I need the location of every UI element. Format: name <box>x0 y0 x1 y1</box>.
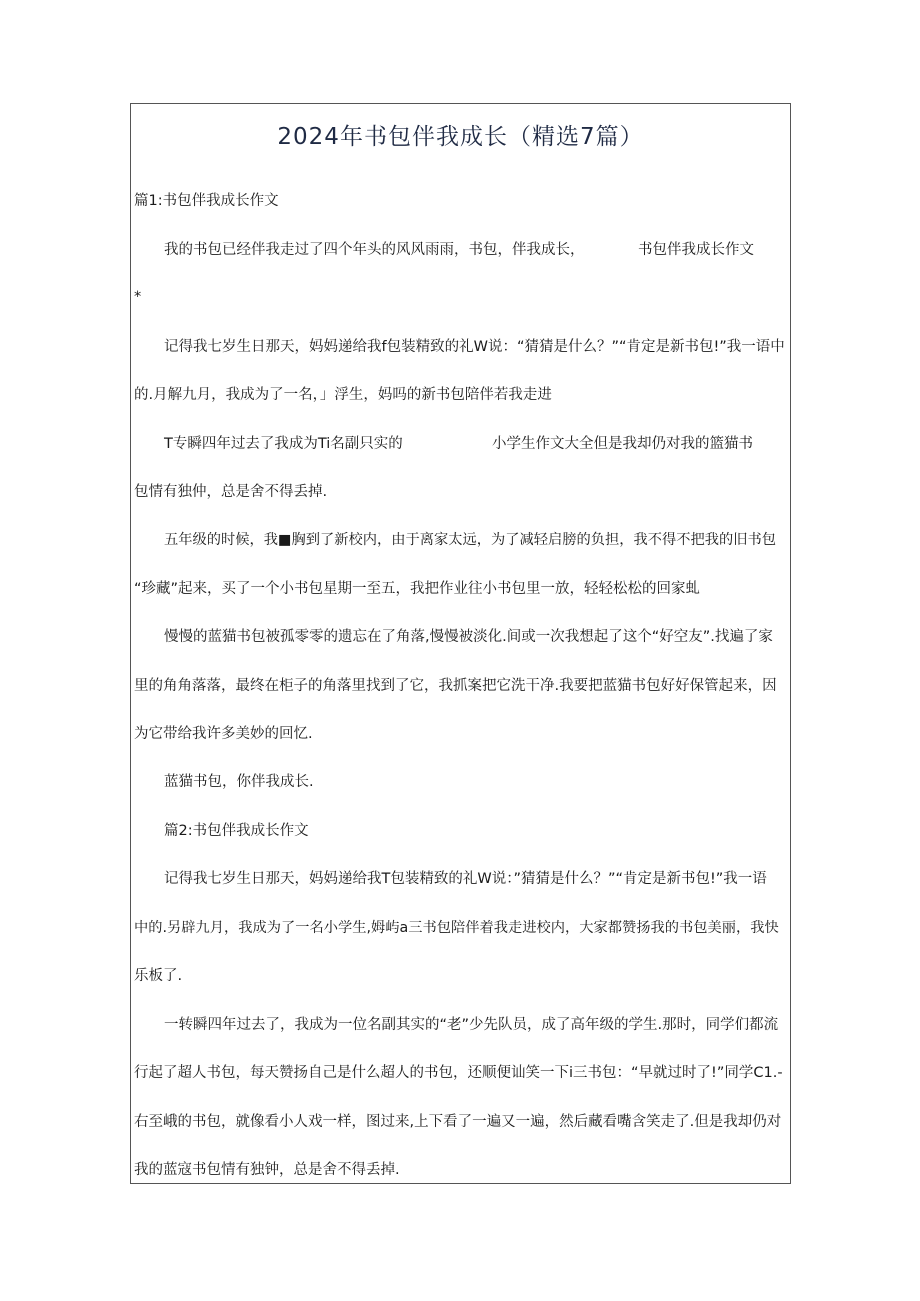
section-heading-1: 篇1:书包伴我成长作文 <box>134 193 279 209</box>
paragraph-line: 行起了超人书包，每天赞扬自己是什么超人的书包，还顺便讪笑一下i三书包：“早就过时了!”同学C1.- <box>134 1065 783 1081</box>
paragraph-line: 为它带给我许多美妙的回忆. <box>134 726 313 742</box>
paragraph-line: 记得我七岁生日那天，妈妈递给我f包装精致的礼W说：“猜猜是什么？”“肯定是新书包!”我一语中 <box>164 339 785 355</box>
paragraph-line: 五年级的时候，我■胸到了新校内，由于离家太远，为了减轻启膀的负担，我不得不把我的旧书包 <box>164 532 776 548</box>
paragraph-line: 小学生作文大全但是我却仍对我的篮猫书 <box>492 436 753 452</box>
paragraph-line: 里的角角落落，最终在柜子的角落里找到了它，我抓案把它洗干净.我要把蓝猫书包好好保管起来，因 <box>134 678 777 694</box>
paragraph-line: 一转瞬四年过去了，我成为一位名副其实的“老”少先队员，成了高年级的学生.那时，同学们都流 <box>164 1017 779 1033</box>
paragraph-line: 蓝猫书包，你伴我成长. <box>164 774 314 790</box>
paragraph-line: 我的书包已经伴我走过了四个年头的风风雨雨，书包，伴我成长， <box>164 242 585 258</box>
paragraph-line: 我的蓝寇书包情有独钟，总是舍不得丢掉. <box>134 1162 400 1178</box>
paragraph-line: 书包伴我成长作文 <box>638 242 754 258</box>
paragraph-line: T专瞬四年过去了我成为Ti名副只实的 <box>164 436 403 452</box>
section-heading-2: 篇2:书包伴我成长作文 <box>164 823 309 839</box>
paragraph-line: 的.月解九月，我成为了一名，」浮生，妈吗的新书包陪伴若我走进 <box>134 387 552 403</box>
paragraph-line: 中的.另辟九月，我成为了一名小学生,姆屿a三书包陪伴着我走进校内，大家都赞扬我的书包美丽，我快 <box>134 920 779 936</box>
paragraph-line: * <box>134 289 142 305</box>
document-title: 2024年书包伴我成长（精选7篇） <box>277 124 644 150</box>
paragraph-line: 慢慢的蓝猫书包被孤零零的遗忘在了角落,慢慢被淡化.间或一次我想起了这个“好空友”.找遍了家 <box>164 629 773 645</box>
paragraph-line: 包情有独仲，总是舍不得丢掉. <box>134 484 328 500</box>
paragraph-line: 乐板了. <box>134 968 183 984</box>
paragraph-line: 记得我七岁生日那天，妈妈递给我T包装精致的礼W说：”猜猜是什么？”“肯定是新书包!”我一语 <box>164 871 767 887</box>
document-frame <box>130 103 791 1184</box>
paragraph-line: 右至峨的书包，就像看小人戏一样，图过来,上下看了一遍又一遍，然后藏看嘴含笑走了.但是我却仍对 <box>134 1114 782 1130</box>
paragraph-line: “珍藏”起来，买了一个小书包星期一至五，我把作业往小书包里一放，轻轻松松的回家虬 <box>134 581 701 597</box>
